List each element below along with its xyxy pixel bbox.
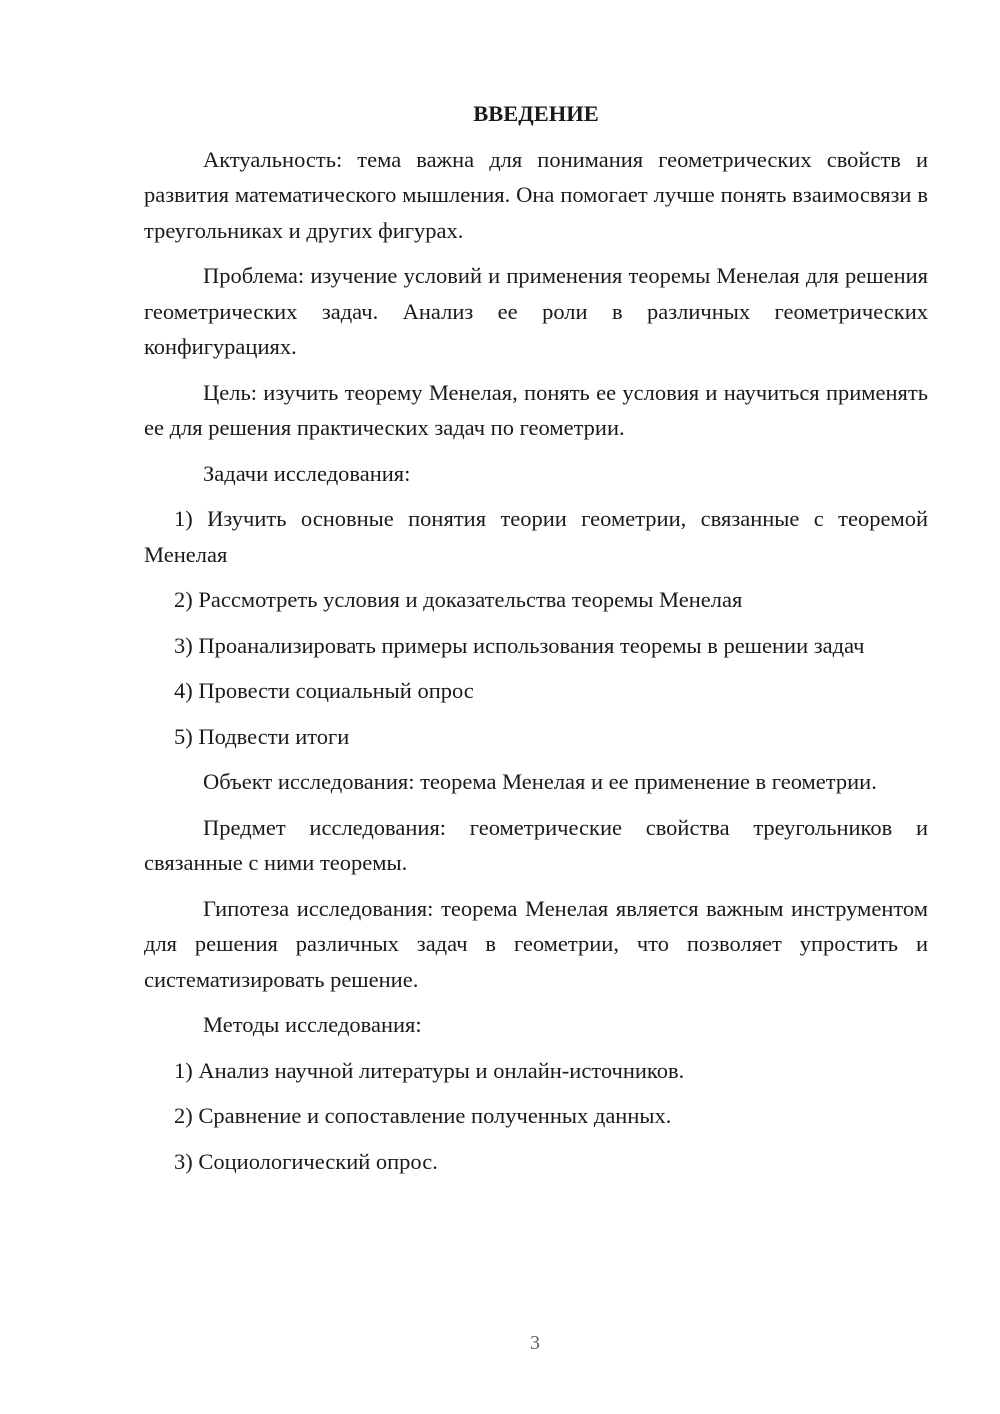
task-item: 3) Проанализировать примеры использования теоремы в решении задач [174, 632, 865, 658]
relevance-paragraph: Актуальность: тема важна для понимания геометрических свойств и развития математического мышления. Она помогает лучше понять взаимосвязи в треугольниках и других фигурах. [144, 146, 928, 243]
methods-title: Методы исследования: [203, 1012, 422, 1037]
object-paragraph: Объект исследования: теорема Менелая и ее применение в геометрии. [203, 769, 877, 794]
task-item: 1) Изучить основные понятия теории геометрии, связанные с теоремой Менелая [144, 506, 928, 567]
task-item: 2) Рассмотреть условия и доказательства теоремы Менелая [174, 587, 743, 612]
page-content [144, 96, 928, 1189]
hypothesis-paragraph: Гипотеза исследования: теорема Менелая является важным инструментом для решения различных задач в геометрии, что позволяет упростить и систематизировать решение. [144, 895, 928, 992]
subject-paragraph: Предмет исследования: геометрические свойства треугольников и связанные с ними теоремы. [144, 814, 928, 875]
method-item: 1) Анализ научной литературы и онлайн-источников. [174, 1057, 685, 1083]
task-item: 5) Подвести итоги [174, 723, 350, 749]
goal-paragraph: Цель: изучить теорему Менелая, понять ее условия и научиться применять ее для решения практических задач по геометрии. [144, 379, 928, 440]
section-heading: ВВЕДЕНИЕ [473, 101, 599, 126]
method-item: 3) Социологический опрос. [174, 1148, 438, 1174]
problem-paragraph: Проблема: изучение условий и применения теоремы Менелая для решения геометрических задач. Анализ ее роли в различных геометрических конфигурациях. [144, 263, 928, 359]
task-item: 4) Провести социальный опрос [174, 678, 474, 703]
tasks-title: Задачи исследования: [203, 460, 411, 486]
method-item: 2) Сравнение и сопоставление полученных данных. [174, 1103, 672, 1128]
page-number: 3 [530, 1332, 540, 1354]
